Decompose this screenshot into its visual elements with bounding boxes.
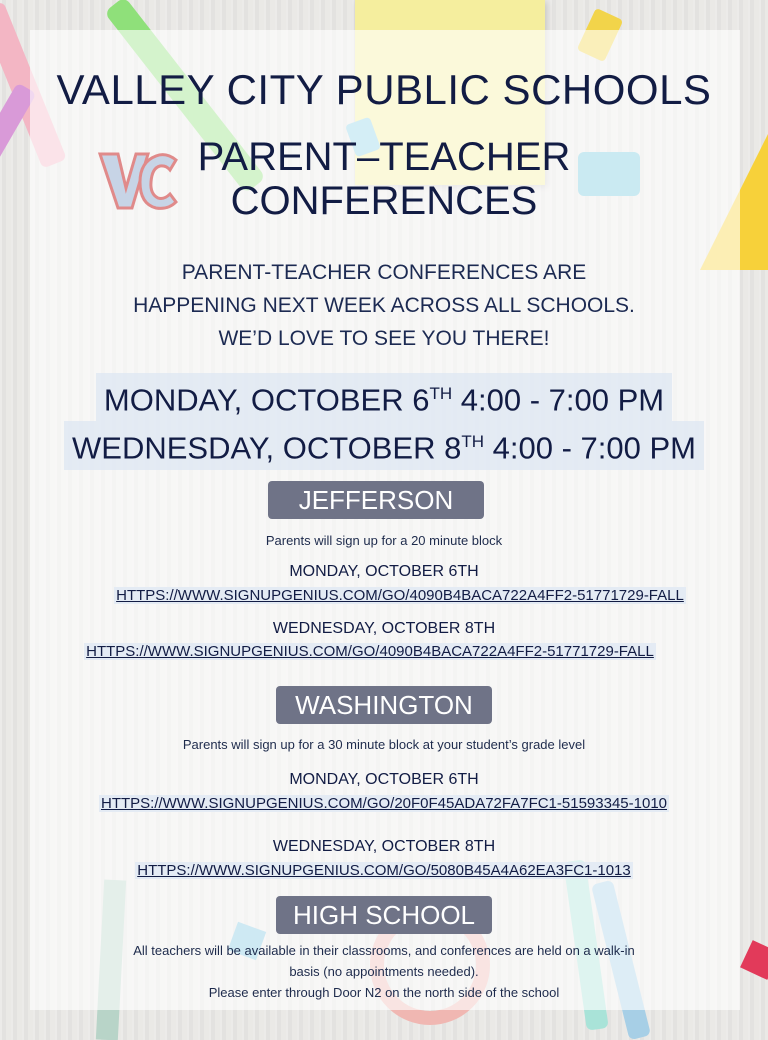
event-title-line2: CONFERENCES (230, 179, 538, 223)
intro-line3: WE’D LOVE TO SEE YOU THERE! (218, 327, 550, 350)
jefferson-wednesday-label: WEDNESDAY, OCTOBER 8TH (272, 620, 496, 637)
date-wednesday: WEDNESDAY, OCTOBER 8TH 4:00 - 7:00 PM (64, 421, 704, 469)
high-school-line2: basis (no appointments needed). (289, 964, 479, 979)
intro-line2: HAPPENING NEXT WEEK ACROSS ALL SCHOOLS. (133, 294, 635, 317)
vc-logo-text: VC (96, 146, 98, 147)
intro-line1: PARENT-TEACHER CONFERENCES ARE (181, 261, 587, 284)
high-school-info (0, 940, 768, 1003)
washington-wednesday-link[interactable]: HTTPS://WWW.SIGNUPGENIUS.COM/GO/5080B45A4A62EA3FC1-1013 (137, 862, 631, 879)
district-title: VALLEY CITY PUBLIC SCHOOLS (56, 66, 712, 113)
washington-note: Parents will sign up for a 30 minute block at your student’s grade level (182, 737, 586, 752)
washington-heading: WASHINGTON (276, 686, 492, 724)
intro-text (0, 256, 768, 355)
high-school-line1: All teachers will be available in their classrooms, and conferences are held on a walk-in (133, 943, 635, 958)
washington-monday-link[interactable]: HTTPS://WWW.SIGNUPGENIUS.COM/GO/20F0F45ADA72FA7FC1-51593345-1010 (100, 795, 667, 812)
jefferson-note: Parents will sign up for a 20 minute block (265, 533, 503, 548)
jefferson-wednesday-link[interactable]: HTTPS://WWW.SIGNUPGENIUS.COM/GO/4090B4BACA722A4FF2-51771729-FALL (86, 643, 654, 660)
high-school-line3: Please enter through Door N2 on the north side of the school (208, 985, 560, 1000)
conference-dates (0, 373, 768, 470)
event-title (0, 135, 768, 223)
event-title-line1: PARENT–TEACHER (197, 135, 571, 179)
jefferson-heading: JEFFERSON (268, 481, 484, 519)
washington-wednesday-label: WEDNESDAY, OCTOBER 8TH (272, 838, 496, 855)
date-monday: MONDAY, OCTOBER 6TH 4:00 - 7:00 PM (96, 373, 672, 421)
jefferson-monday-link[interactable]: HTTPS://WWW.SIGNUPGENIUS.COM/GO/4090B4BACA722A4FF2-51771729-FALL (116, 587, 684, 604)
washington-monday-label: MONDAY, OCTOBER 6TH (289, 771, 479, 788)
high-school-heading: HIGH SCHOOL (276, 896, 492, 934)
jefferson-monday-label: MONDAY, OCTOBER 6TH (289, 563, 479, 580)
